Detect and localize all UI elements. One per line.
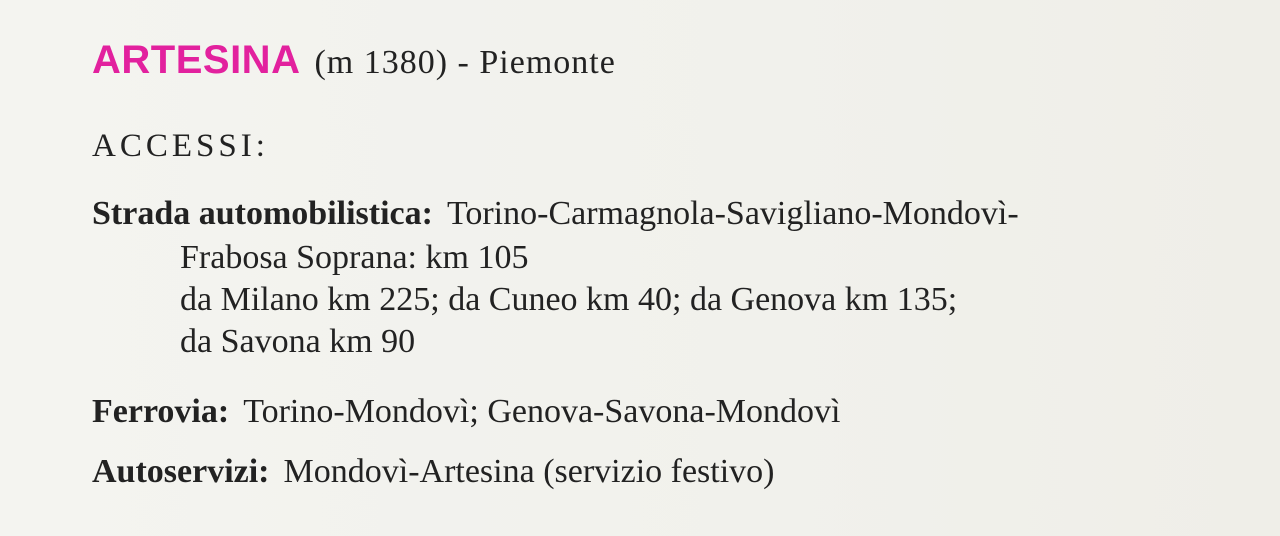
strada-distance-savona: da Savona km 90: [180, 323, 416, 360]
section-heading: ACCESSI:: [92, 128, 269, 164]
place-title: ARTESINA: [92, 38, 301, 82]
ferrovia-entry: [92, 390, 840, 434]
title-line: [92, 40, 616, 80]
altitude-region: (m 1380) - Piemonte: [314, 44, 616, 81]
ferrovia-label: Ferrovia:: [92, 393, 230, 430]
strada-destination: Frabosa Soprana: km 105: [180, 239, 529, 276]
autoservizi-text: Mondovì-Artesina (servizio festivo): [283, 453, 775, 490]
strada-label: Strada automobilistica:: [92, 195, 433, 232]
autoservizi-entry: [92, 450, 775, 494]
ferrovia-text: Torino-Mondovì; Genova-Savona-Mondovì: [243, 393, 841, 430]
strada-route: Torino-Carmagnola-Savigliano-Mondovì-: [446, 195, 1019, 232]
autoservizi-label: Autoservizi:: [92, 453, 270, 490]
strada-distances: da Milano km 225; da Cuneo km 40; da Genova km 135;: [180, 281, 958, 318]
strada-entry: [92, 192, 1019, 360]
